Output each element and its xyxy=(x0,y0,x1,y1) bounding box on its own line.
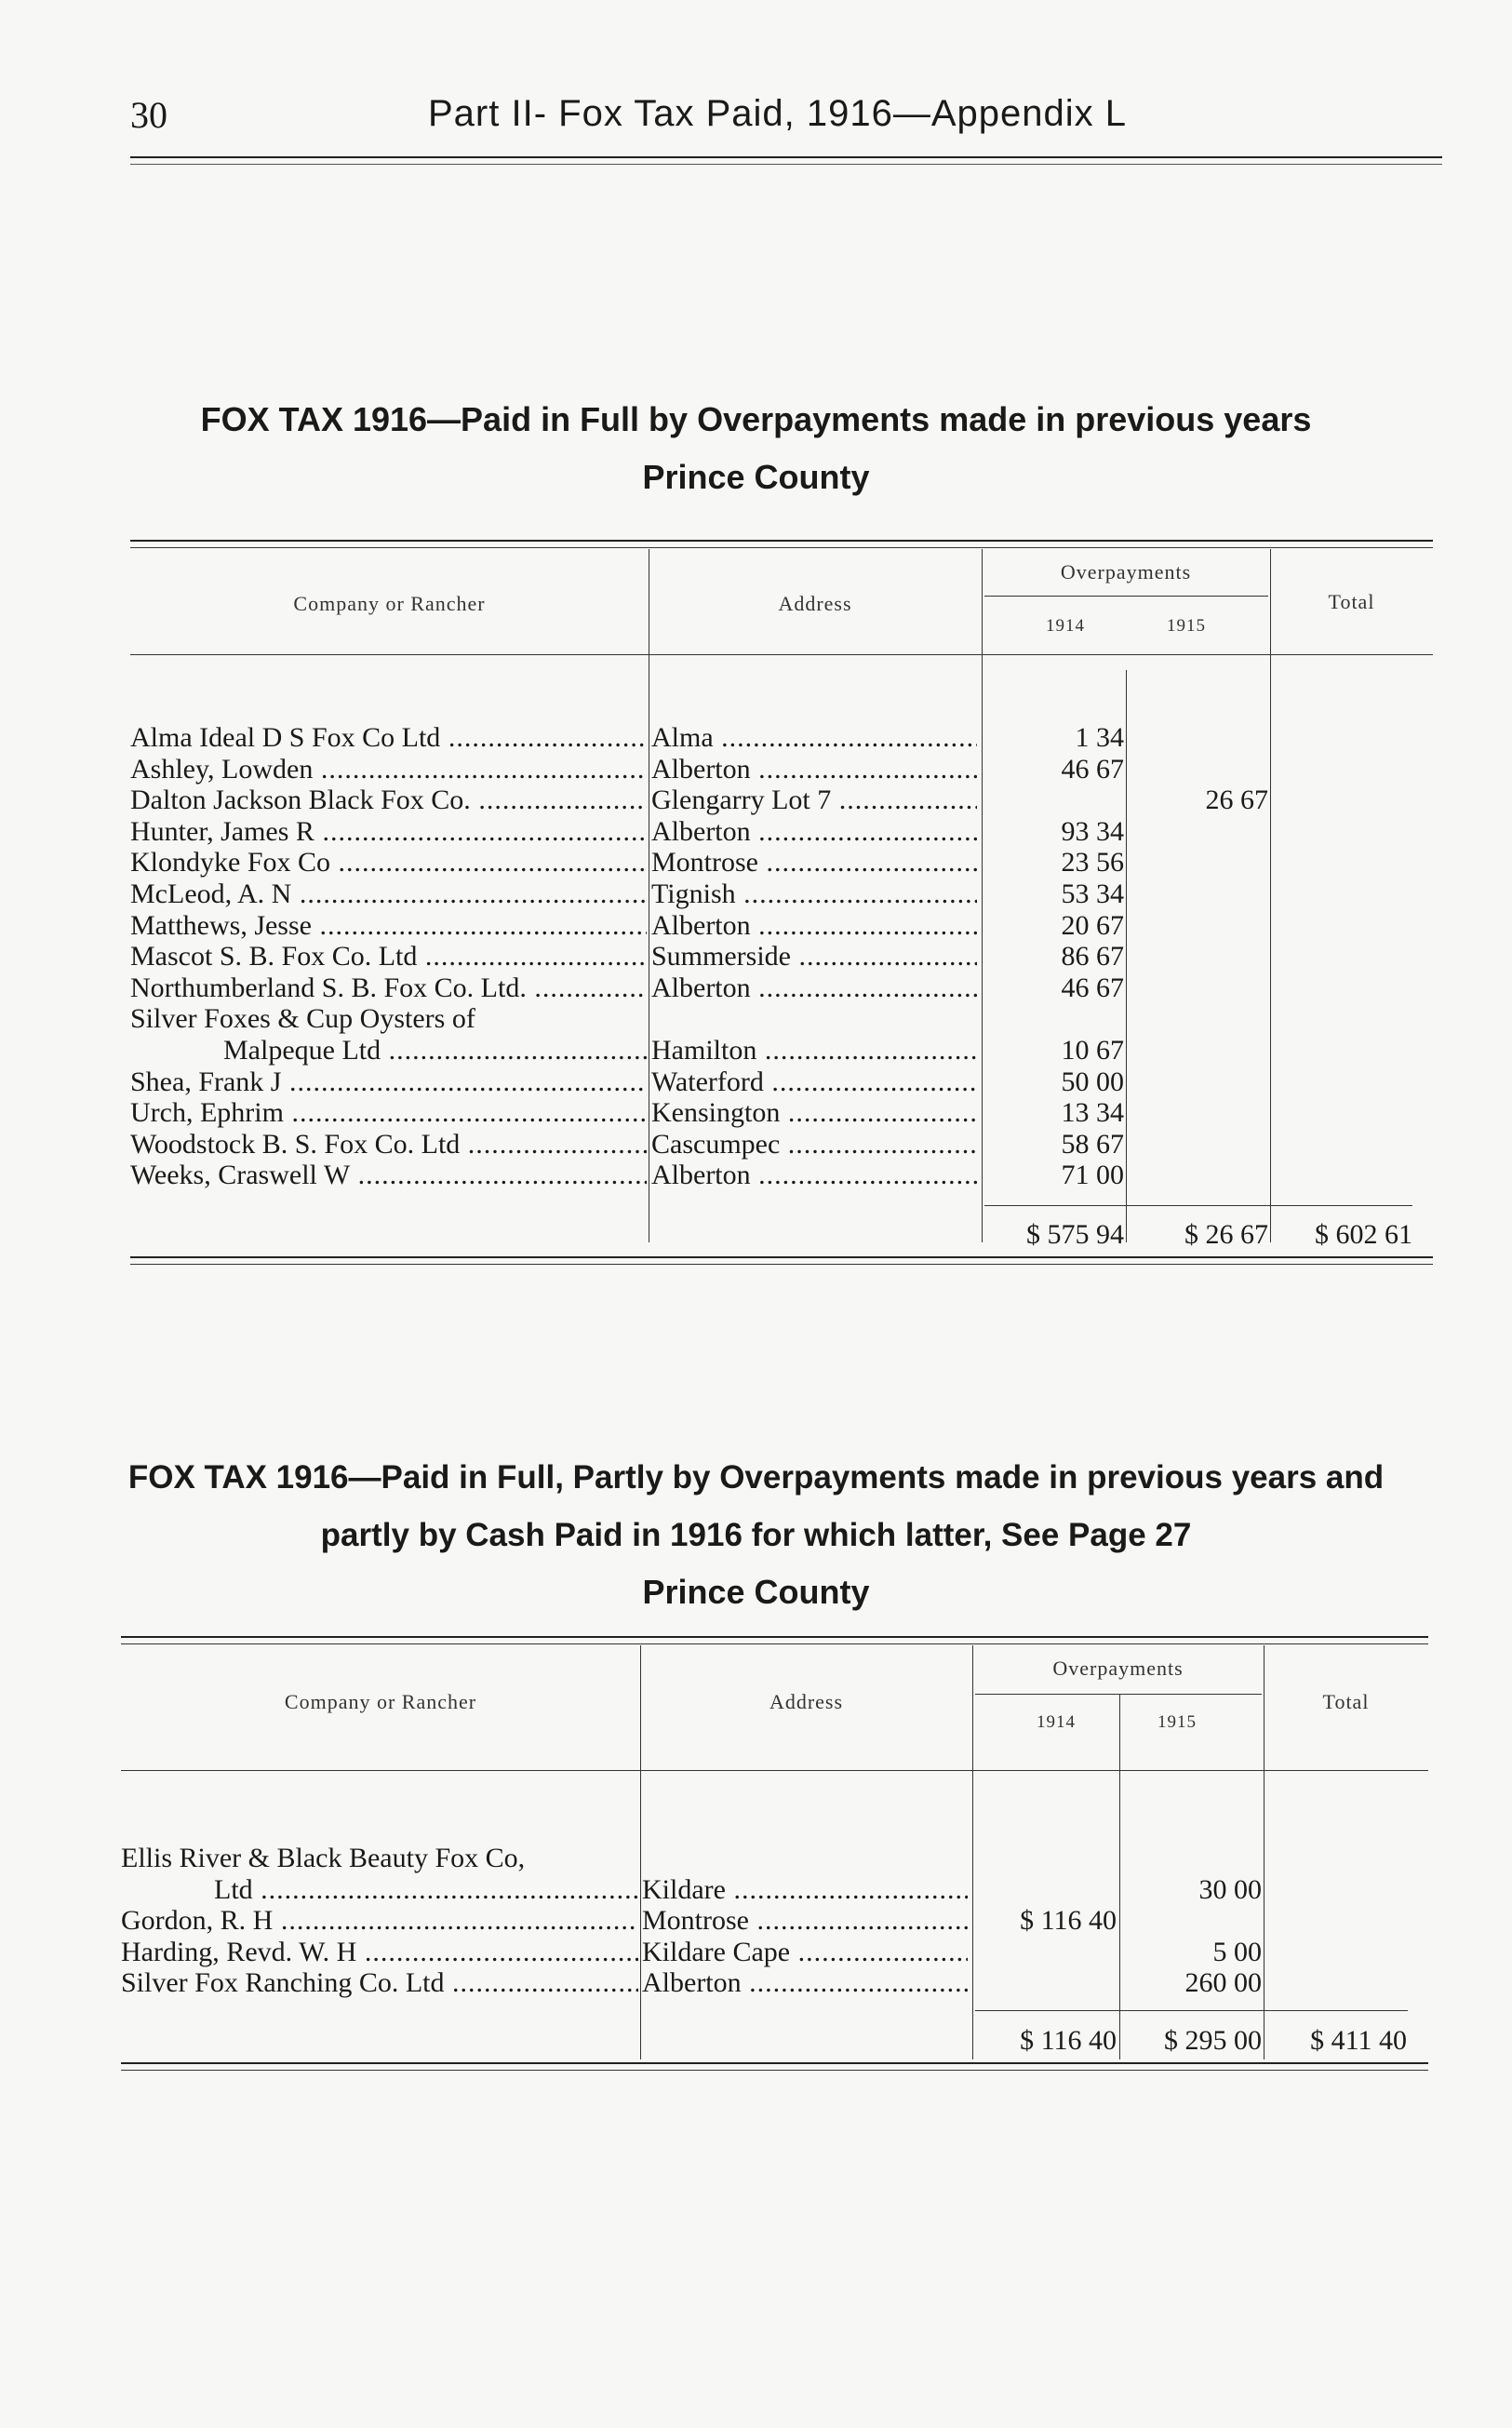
table-row xyxy=(0,754,1512,785)
overpayment-1914-cell: $ 116 40 xyxy=(1020,1905,1117,1937)
total-1914: $ 116 40 xyxy=(1020,2025,1117,2056)
section2-title-line1: FOX TAX 1916—Paid in Full, Partly by Overpayments made in previous years and xyxy=(127,1459,1385,1496)
overpayments-rule xyxy=(984,596,1268,597)
header-rule-bottom xyxy=(130,654,1433,655)
table-rule-top2 xyxy=(121,1643,1428,1644)
header-company: Company or Rancher xyxy=(284,1690,477,1713)
overpayment-1915-cell: 260 00 xyxy=(1184,1967,1262,1999)
table-row xyxy=(0,847,1512,879)
company-cell: Alma Ideal D S Fox Co Ltd ..... xyxy=(130,722,647,754)
overpayment-1914-cell: 50 00 xyxy=(1061,1066,1124,1097)
table-row xyxy=(0,1066,1512,1098)
address-cell: Alberton ..... xyxy=(642,1967,968,1999)
company-cell: Weeks, Craswell W ..... xyxy=(130,1160,647,1191)
section2-title-line2: partly by Cash Paid in 1916 for which latter, See Page 27 xyxy=(320,1517,1192,1553)
company-cell: Klondyke Fox Co ..... xyxy=(130,847,647,879)
header-1915: 1915 xyxy=(1167,616,1206,636)
header-address: Address xyxy=(769,1690,844,1713)
address-cell: Glengarry Lot 7 ..... xyxy=(651,785,977,816)
company-cell: Dalton Jackson Black Fox Co. ..... xyxy=(130,785,647,816)
table-row xyxy=(0,910,1512,942)
company-cell: Ashley, Lowden ..... xyxy=(130,754,647,785)
header-rule-bottom xyxy=(121,1770,1428,1771)
company-cell: Ltd ..... xyxy=(214,1874,638,1906)
address-cell: Alberton ..... xyxy=(651,910,977,942)
address-cell: Cascumpec ..... xyxy=(651,1129,977,1160)
address-cell: Montrose ..... xyxy=(651,847,977,879)
total-1915: $ 295 00 xyxy=(1164,2025,1262,2056)
table-row xyxy=(0,1160,1512,1191)
overpayment-1915-cell: 26 67 xyxy=(1205,785,1268,816)
table-row xyxy=(0,973,1512,1004)
totals-rule xyxy=(975,2010,1408,2011)
table-row xyxy=(0,1003,1512,1035)
totals-rule xyxy=(984,1205,1412,1206)
page-number: 30 xyxy=(130,94,167,136)
company-cell: Urch, Ephrim ..... xyxy=(130,1097,647,1129)
table-row xyxy=(0,816,1512,848)
overpayment-1914-cell: 46 67 xyxy=(1061,753,1124,785)
grand-total: $ 602 61 xyxy=(1315,1219,1412,1250)
header-overpayments: Overpayments xyxy=(1060,560,1192,584)
table-row xyxy=(0,879,1512,910)
table-row xyxy=(0,1129,1512,1160)
address-cell: Kildare Cape ..... xyxy=(642,1937,968,1968)
table-row xyxy=(0,1843,1512,1874)
overpayment-1914-cell: 46 67 xyxy=(1061,972,1124,1003)
company-cell: Gordon, R. H ..... xyxy=(121,1905,638,1937)
total-1915: $ 26 67 xyxy=(1184,1219,1268,1250)
section2-subtitle: Prince County xyxy=(642,1573,870,1611)
company-cell: Shea, Frank J ..... xyxy=(130,1066,647,1098)
overpayment-1914-cell: 1 34 xyxy=(1075,722,1124,753)
company-cell: Harding, Revd. W. H ..... xyxy=(121,1937,638,1968)
address-cell: Hamilton ..... xyxy=(651,1035,977,1066)
overpayment-1914-cell: 71 00 xyxy=(1061,1160,1124,1191)
company-cell: Northumberland S. B. Fox Co. Ltd. ..... xyxy=(130,973,647,1004)
table-row xyxy=(0,722,1512,754)
table-row xyxy=(0,1905,1512,1937)
table-row xyxy=(0,785,1512,816)
address-cell: Alberton ..... xyxy=(651,754,977,785)
company-cell: Silver Fox Ranching Co. Ltd ..... xyxy=(121,1967,638,1999)
overpayment-1914-cell: 86 67 xyxy=(1061,941,1124,973)
header-1914: 1914 xyxy=(1046,616,1085,636)
company-cell: Hunter, James R ..... xyxy=(130,816,647,848)
header-total: Total xyxy=(1328,590,1375,613)
overpayment-1915-cell: 5 00 xyxy=(1212,1936,1262,1967)
address-cell: Waterford ..... xyxy=(651,1066,977,1098)
overpayment-1914-cell: 13 34 xyxy=(1061,1097,1124,1129)
header-rule xyxy=(130,156,1442,158)
address-cell: Alma ..... xyxy=(651,722,977,754)
header-1914: 1914 xyxy=(1037,1712,1076,1732)
company-cell: Silver Foxes & Cup Oysters of xyxy=(130,1003,475,1035)
address-cell: Alberton ..... xyxy=(651,973,977,1004)
overpayment-1914-cell: 20 67 xyxy=(1061,909,1124,941)
table-row xyxy=(0,1967,1512,1999)
totals-row xyxy=(0,2025,1512,2057)
table-rule-bottom2 xyxy=(121,2070,1428,2071)
company-cell: Matthews, Jesse ..... xyxy=(130,910,647,942)
table-rule-top xyxy=(130,540,1433,542)
address-cell: Kildare ..... xyxy=(642,1874,968,1906)
company-cell: Malpeque Ltd ..... xyxy=(223,1035,647,1066)
table-row xyxy=(0,1035,1512,1066)
table-row xyxy=(0,941,1512,973)
totals-row xyxy=(0,1219,1512,1251)
table-rule-top xyxy=(121,1636,1428,1638)
address-cell: Kensington ..... xyxy=(651,1097,977,1129)
address-cell: Alberton ..... xyxy=(651,1160,977,1191)
address-cell: Montrose ..... xyxy=(642,1905,968,1937)
address-cell: Tignish ..... xyxy=(651,879,977,910)
overpayment-1914-cell: 10 67 xyxy=(1061,1035,1124,1066)
overpayment-1915-cell: 30 00 xyxy=(1198,1873,1262,1905)
table-rule-bottom xyxy=(130,1256,1433,1258)
overpayments-rule xyxy=(975,1694,1262,1695)
table-rule-bottom2 xyxy=(130,1264,1433,1265)
header-overpayments: Overpayments xyxy=(1052,1657,1184,1680)
section1-subtitle: Prince County xyxy=(642,458,870,496)
header-company: Company or Rancher xyxy=(293,592,486,615)
header-1915: 1915 xyxy=(1157,1712,1197,1732)
overpayment-1914-cell: 53 34 xyxy=(1061,879,1124,909)
running-head: Part II- Fox Tax Paid, 1916—Appendix L xyxy=(428,93,1127,134)
overpayment-1914-cell: 93 34 xyxy=(1061,815,1124,847)
overpayment-1914-cell: 58 67 xyxy=(1061,1128,1124,1160)
table-rule-top2 xyxy=(130,547,1433,548)
header-total: Total xyxy=(1322,1690,1370,1713)
overpayment-1914-cell: 23 56 xyxy=(1061,847,1124,879)
header-rule-secondary xyxy=(130,164,1442,165)
table-row xyxy=(0,1937,1512,1968)
section1-title: FOX TAX 1916—Paid in Full by Overpayments made in previous years xyxy=(200,400,1312,438)
total-1914: $ 575 94 xyxy=(1026,1219,1124,1250)
address-cell: Alberton ..... xyxy=(651,816,977,848)
table-row xyxy=(0,1874,1512,1906)
company-cell: McLeod, A. N ..... xyxy=(130,879,647,910)
header-address: Address xyxy=(778,592,852,615)
company-cell: Woodstock B. S. Fox Co. Ltd ..... xyxy=(130,1129,647,1160)
table-rule-bottom xyxy=(121,2062,1428,2064)
company-cell: Ellis River & Black Beauty Fox Co, xyxy=(121,1843,526,1873)
grand-total: $ 411 40 xyxy=(1310,2025,1407,2056)
address-cell: Summerside ..... xyxy=(651,941,977,973)
company-cell: Mascot S. B. Fox Co. Ltd ..... xyxy=(130,941,647,973)
table-row xyxy=(0,1097,1512,1129)
